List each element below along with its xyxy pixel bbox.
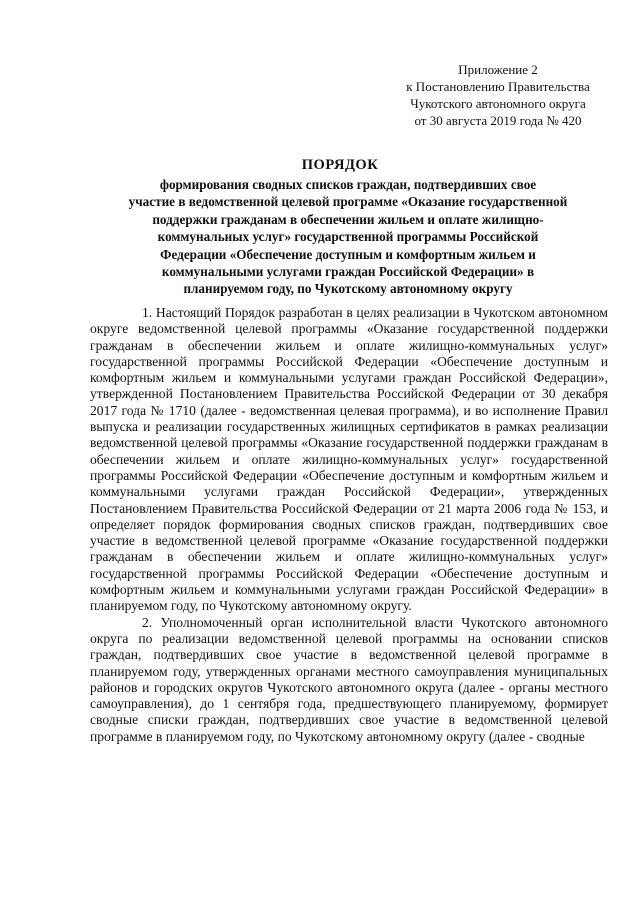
document-title: ПОРЯДОК [301,157,379,173]
subtitle-line: участие в ведомственной целевой программе «Оказание государственной [128,194,568,210]
subtitle-line: коммунальными услугами граждан Российской Федерации» в [161,264,535,280]
document-subtitle [88,176,608,298]
appendix-line: от 30 августа 2019 года № 420 [414,113,582,128]
subtitle-line: Федерации «Обеспечение доступным и комфортным жильем и [160,246,536,262]
paragraph-1: 1. Настоящий Порядок разработан в целях реализации в Чукотском автономном округе ведомственной целевой программы «Оказание государственной поддержки гражданам в обеспечении жильем и оплате жилищно-коммунальных услуг» государственной программы Российской Федерации «Обеспечение доступным и комфортным жильем и коммунальными услугами граждан Российской Федерации», утвержденной Постановлением Правительства Российской Федерации от 30 декабря 2017 года № 1710 (далее - ведомственная целевая программа), и во исполнение Правил выпуска и реализации государственных жилищных сертификатов в рамках реализации ведомственной целевой программы «Оказание государственной поддержки гражданам в обеспечении жильем и оплате жилищно-коммунальных услуг» государственной программы Российской Федерации «Обеспечение доступным и комфортным жильем и коммунальными услугами граждан Российской Федерации», утвержденных Постановлением Правительства Российской Федерации от 21 марта 2006 года № 153, и определяет порядок формирования сводных списков граждан, подтвердивших свое участие в ведомственной целевой программе «Оказание государственной поддержки гражданам в обеспечении жильем и оплате жилищно-коммунальных услуг» государственной программы Российской Федерации «Обеспечение доступным и комфортным жильем и коммунальными услугами граждан Российской Федерации» в планируемом году, по Чукотскому автономному округу. [90,305,608,614]
paragraph-2: 2. Уполномоченный орган исполнительной власти Чукотского автономного округа по реализации ведомственной целевой программы на основании списков граждан, подтвердивших свое участие в ведомственной целевой программе в планируемом году, утвержденных органами местного самоуправления муниципальных районов и городских округов Чукотского автономного округа (далее - органы местного самоуправления), до 1 сентября года, предшествующего планируемому, формирует сводные списки граждан, подтвердивших свое участие в ведомственной целевой программе в планируемом году, по Чукотскому автономному округу (далее - сводные [90,614,608,744]
appendix-header [378,61,618,129]
document-body [90,305,608,745]
appendix-line: к Постановлению Правительства [406,79,590,94]
appendix-line: Чукотского автономного округа [410,96,586,111]
subtitle-line: коммунальных услуг» государственной программы Российской [157,229,539,245]
subtitle-line: поддержки гражданам в обеспечении жильем и оплате жилищно- [152,211,544,227]
appendix-line: Приложение 2 [458,62,538,77]
subtitle-line: формирования сводных списков граждан, подтвердивших свое [159,177,537,192]
subtitle-line: планируемом году, по Чукотскому автономному округу [183,281,513,297]
